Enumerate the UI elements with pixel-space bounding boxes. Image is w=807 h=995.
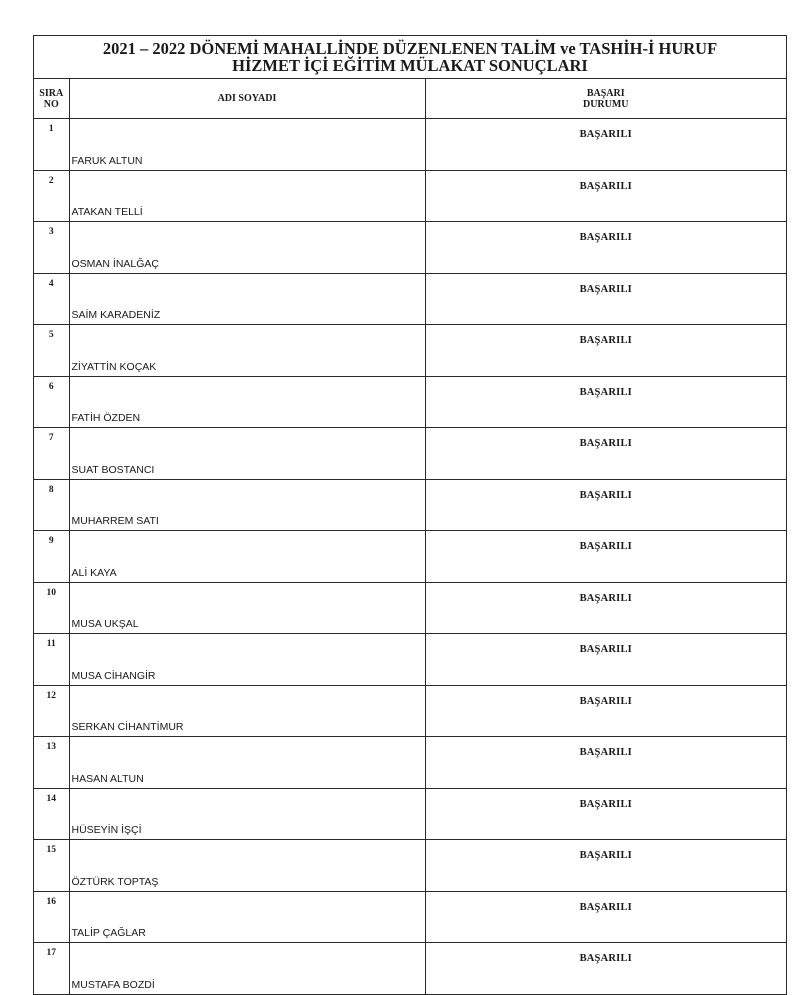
header-sira-no: SIRA NO: [34, 79, 69, 119]
table-row: [34, 531, 786, 583]
table-row: [34, 325, 786, 377]
row-name: TALİP ÇAĞLAR: [69, 891, 425, 943]
row-name: HASAN ALTUN: [69, 737, 425, 789]
row-status: BAŞARILI: [425, 376, 786, 428]
table-row: [34, 634, 786, 686]
row-status: BAŞARILI: [425, 428, 786, 480]
row-name: MUSA UKŞAL: [69, 582, 425, 634]
table-row: [34, 376, 786, 428]
table-row: [34, 119, 786, 171]
row-status: BAŞARILI: [425, 119, 786, 171]
row-name: SUAT BOSTANCI: [69, 428, 425, 480]
table-row: [34, 840, 786, 892]
table-row: [34, 891, 786, 943]
table-row: [34, 273, 786, 325]
row-status: BAŞARILI: [425, 943, 786, 994]
header-adi-soyadi: ADI SOYADI: [69, 79, 425, 119]
table-row: [34, 788, 786, 840]
row-name: ATAKAN TELLİ: [69, 170, 425, 222]
results-document: [33, 35, 787, 995]
row-number: 3: [34, 222, 69, 274]
row-number: 1: [34, 119, 69, 171]
row-name: ZİYATTİN KOÇAK: [69, 325, 425, 377]
header-basari-durumu: BAŞARI DURUMU: [425, 79, 786, 119]
row-number: 7: [34, 428, 69, 480]
table-row: [34, 943, 786, 994]
row-name: MUSA CİHANGİR: [69, 634, 425, 686]
row-number: 11: [34, 634, 69, 686]
row-name: HÜSEYİN İŞÇİ: [69, 788, 425, 840]
row-number: 12: [34, 685, 69, 737]
row-name: OSMAN İNALĞAÇ: [69, 222, 425, 274]
table-row: [34, 428, 786, 480]
row-status: BAŞARILI: [425, 634, 786, 686]
row-name: MUSTAFA BOZDİ: [69, 943, 425, 994]
table-row: [34, 737, 786, 789]
row-number: 2: [34, 170, 69, 222]
row-status: BAŞARILI: [425, 582, 786, 634]
row-status: BAŞARILI: [425, 840, 786, 892]
row-name: SAİM KARADENİZ: [69, 273, 425, 325]
row-number: 13: [34, 737, 69, 789]
row-number: 10: [34, 582, 69, 634]
row-number: 15: [34, 840, 69, 892]
table-row: [34, 170, 786, 222]
row-name: ÖZTÜRK TOPTAŞ: [69, 840, 425, 892]
row-name: FARUK ALTUN: [69, 119, 425, 171]
row-number: 14: [34, 788, 69, 840]
row-name: ALİ KAYA: [69, 531, 425, 583]
row-name: MUHARREM SATI: [69, 479, 425, 531]
row-status: BAŞARILI: [425, 531, 786, 583]
title-line-1: 2021 – 2022 DÖNEMİ MAHALLİNDE DÜZENLENEN TALİM ve TASHİH-İ HURUF: [102, 39, 718, 58]
row-status: BAŞARILI: [425, 325, 786, 377]
table-row: [34, 479, 786, 531]
row-number: 4: [34, 273, 69, 325]
row-status: BAŞARILI: [425, 737, 786, 789]
row-number: 5: [34, 325, 69, 377]
row-number: 9: [34, 531, 69, 583]
row-status: BAŞARILI: [425, 222, 786, 274]
document-title: [34, 36, 786, 79]
row-number: 17: [34, 943, 69, 994]
row-status: BAŞARILI: [425, 479, 786, 531]
row-number: 16: [34, 891, 69, 943]
row-name: FATİH ÖZDEN: [69, 376, 425, 428]
row-status: BAŞARILI: [425, 170, 786, 222]
row-status: BAŞARILI: [425, 685, 786, 737]
results-table: [34, 79, 786, 994]
row-number: 8: [34, 479, 69, 531]
title-line-2: HİZMET İÇİ EĞİTİM MÜLAKAT SONUÇLARI: [232, 56, 588, 75]
row-number: 6: [34, 376, 69, 428]
row-status: BAŞARILI: [425, 891, 786, 943]
table-header-row: [34, 79, 786, 119]
table-row: [34, 582, 786, 634]
row-name: SERKAN CİHANTİMUR: [69, 685, 425, 737]
row-status: BAŞARILI: [425, 788, 786, 840]
row-status: BAŞARILI: [425, 273, 786, 325]
table-row: [34, 685, 786, 737]
table-row: [34, 222, 786, 274]
